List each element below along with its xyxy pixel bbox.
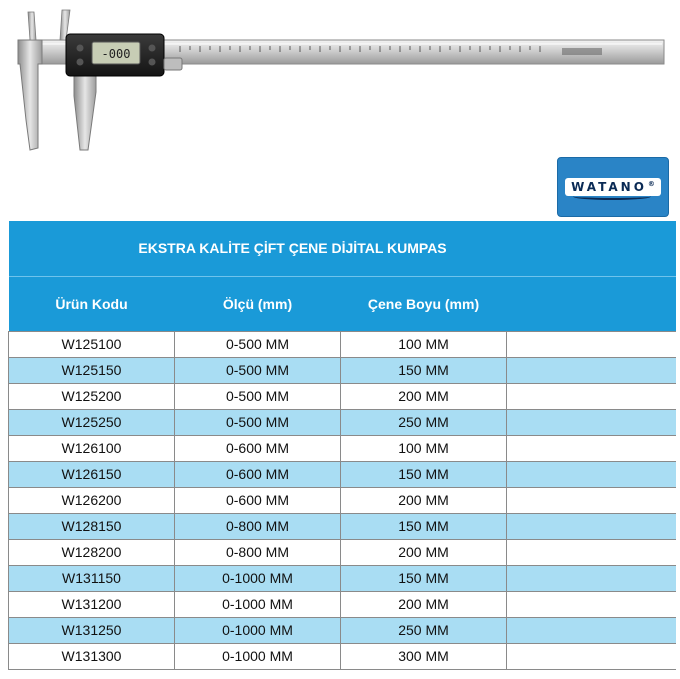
size-cell: 0-600 MM	[175, 461, 341, 487]
size-cell: 0-600 MM	[175, 435, 341, 461]
product-code-cell: W125100	[9, 331, 175, 357]
header-jaw-length: Çene Boyu (mm)	[341, 276, 507, 331]
caliper-drawing	[0, 0, 680, 160]
jaw-length-cell: 100 MM	[341, 331, 507, 357]
table-row	[9, 487, 676, 513]
brand-logo-badge	[557, 157, 669, 217]
table-row	[9, 461, 676, 487]
header-empty	[507, 276, 676, 331]
table-row	[9, 643, 676, 669]
brand-logo	[565, 178, 661, 196]
empty-cell	[507, 383, 676, 409]
product-code-cell: W125250	[9, 409, 175, 435]
table-row	[9, 565, 676, 591]
product-code-cell: W126200	[9, 487, 175, 513]
jaw-length-cell: 150 MM	[341, 565, 507, 591]
jaw-length-cell: 200 MM	[341, 591, 507, 617]
jaw-length-cell: 200 MM	[341, 539, 507, 565]
header-product-code: Ürün Kodu	[9, 276, 175, 331]
empty-cell	[507, 565, 676, 591]
empty-cell	[507, 513, 676, 539]
size-cell: 0-800 MM	[175, 513, 341, 539]
empty-cell	[507, 409, 676, 435]
specification-table	[8, 221, 675, 670]
empty-cell	[507, 357, 676, 383]
table-title-row	[9, 221, 676, 276]
empty-cell	[507, 539, 676, 565]
jaw-length-cell: 200 MM	[341, 487, 507, 513]
size-cell: 0-800 MM	[175, 539, 341, 565]
caliper-product-image	[0, 0, 680, 160]
product-code-cell: W131150	[9, 565, 175, 591]
table-row	[9, 513, 676, 539]
product-code-cell: W125200	[9, 383, 175, 409]
product-code-cell: W125150	[9, 357, 175, 383]
empty-cell	[507, 643, 676, 669]
size-cell: 0-600 MM	[175, 487, 341, 513]
size-cell: 0-1000 MM	[175, 643, 341, 669]
product-code-cell: W126150	[9, 461, 175, 487]
size-cell: 0-500 MM	[175, 409, 341, 435]
table-row	[9, 383, 676, 409]
jaw-length-cell: 100 MM	[341, 435, 507, 461]
empty-cell	[507, 331, 676, 357]
product-code-cell: W126100	[9, 435, 175, 461]
size-cell: 0-1000 MM	[175, 565, 341, 591]
empty-cell	[507, 617, 676, 643]
empty-cell	[507, 461, 676, 487]
logo-swoosh	[573, 193, 651, 200]
table-row	[9, 409, 676, 435]
jaw-length-cell: 150 MM	[341, 461, 507, 487]
table-header-row	[9, 276, 676, 331]
product-code-cell: W131250	[9, 617, 175, 643]
jaw-length-cell: 200 MM	[341, 383, 507, 409]
brand-logo-text: WATANO	[571, 180, 647, 194]
empty-cell	[507, 487, 676, 513]
product-code-cell: W131300	[9, 643, 175, 669]
empty-cell	[507, 435, 676, 461]
jaw-length-cell: 300 MM	[341, 643, 507, 669]
jaw-length-cell: 150 MM	[341, 357, 507, 383]
jaw-length-cell: 250 MM	[341, 617, 507, 643]
table-row	[9, 591, 676, 617]
table-row	[9, 331, 676, 357]
size-cell: 0-500 MM	[175, 331, 341, 357]
table-title: EKSTRA KALİTE ÇİFT ÇENE DİJİTAL KUMPAS	[9, 221, 676, 276]
header-size: Ölçü (mm)	[175, 276, 341, 331]
registered-mark: ®	[647, 180, 655, 188]
jaw-length-cell: 250 MM	[341, 409, 507, 435]
lcd-reading: -000	[101, 47, 131, 61]
table-row	[9, 617, 676, 643]
table-row	[9, 539, 676, 565]
table-row	[9, 435, 676, 461]
table-body	[9, 331, 676, 669]
size-cell: 0-500 MM	[175, 383, 341, 409]
jaw-length-cell: 150 MM	[341, 513, 507, 539]
product-code-cell: W128150	[9, 513, 175, 539]
size-cell: 0-1000 MM	[175, 591, 341, 617]
empty-cell	[507, 591, 676, 617]
table-row	[9, 357, 676, 383]
product-code-cell: W131200	[9, 591, 175, 617]
size-cell: 0-500 MM	[175, 357, 341, 383]
size-cell: 0-1000 MM	[175, 617, 341, 643]
product-code-cell: W128200	[9, 539, 175, 565]
